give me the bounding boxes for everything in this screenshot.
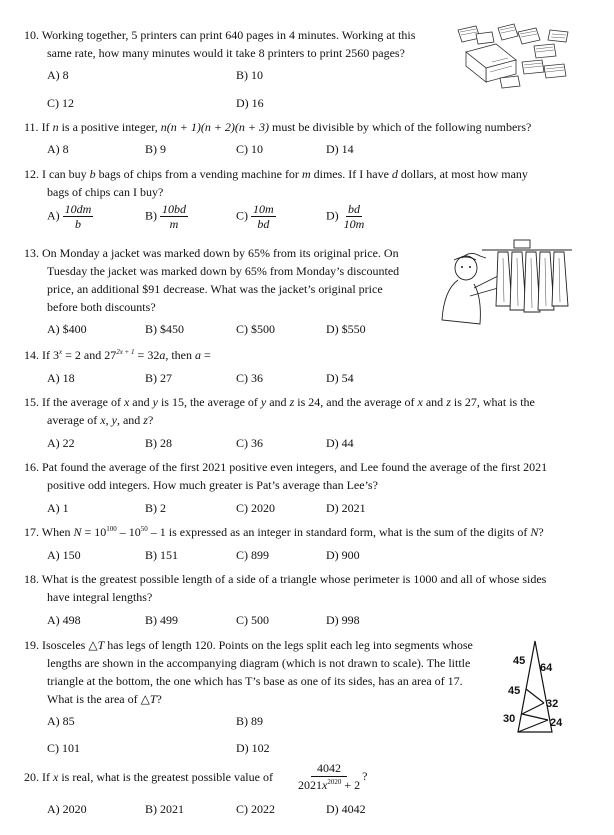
q17-option-a[interactable]: A) 150 — [47, 548, 81, 562]
q20-fraction: $\frac{4042}{2021x^{2020} + 2}$ ? — [298, 761, 368, 792]
question-11-text: 11. If n is a positive integer, n(n + 1)(n + 2)(n + 3) must be divisible by which of the following numbers? — [24, 120, 532, 134]
q14-option-a[interactable]: A) 18 — [47, 371, 75, 385]
q12-option-b[interactable]: B) $\frac{10bd}{m}$ — [145, 202, 186, 231]
q11-option-d[interactable]: D) 14 — [326, 142, 354, 156]
q18-option-d[interactable]: D) 998 — [326, 613, 360, 627]
fraction: $\frac{4042}{2021x^{2020} + 2}$ — [298, 761, 361, 792]
q11-option-b[interactable]: B) 9 — [145, 142, 166, 156]
diagram-label: 24 — [550, 717, 563, 729]
q17-option-d[interactable]: D) 900 — [326, 548, 360, 562]
question-20-text: 20. If x is real, what is the greatest possible value of — [24, 770, 273, 784]
fraction: $\frac{10m}{bd}$ — [253, 202, 274, 231]
q13-option-d[interactable]: D) $550 — [326, 322, 366, 336]
q20-option-b[interactable]: B) 2021 — [145, 802, 184, 816]
q18-option-c[interactable]: C) 500 — [236, 613, 269, 627]
q15-option-c[interactable]: C) 36 — [236, 436, 263, 450]
question-16-text-line1: 16. Pat found the average of the first 2021 positive even integers, and Lee found the average of the first 2021 — [24, 460, 548, 474]
diagram-label: 32 — [546, 698, 559, 710]
q15-option-d[interactable]: D) 44 — [326, 436, 354, 450]
printer-papers-illustration — [456, 22, 571, 90]
question-18-text-line2: have integral lengths? — [47, 590, 153, 604]
question-12-text-line1: 12. I can buy b bags of chips from a vending machine for m dimes. If I have d dollars, at most how many — [24, 167, 528, 181]
question-13-text-line1: 13. On Monday a jacket was marked down by 65% from its original price. On — [24, 246, 399, 260]
q12-option-d[interactable]: D) $\frac{bd}{10m}$ — [326, 202, 365, 231]
q20-option-c[interactable]: C) 2022 — [236, 802, 275, 816]
question-13-text-line3: price, an additional $91 decrease. What was the jacket’s original price — [47, 282, 383, 296]
question-13-text-line4: before both discounts? — [47, 300, 156, 314]
question-12-text-line2: bags of chips can I buy? — [47, 185, 164, 199]
q11-option-a[interactable]: A) 8 — [47, 142, 69, 156]
q18-option-a[interactable]: A) 498 — [47, 613, 81, 627]
q19-option-d[interactable]: D) 102 — [236, 741, 270, 755]
q17-option-c[interactable]: C) 899 — [236, 548, 269, 562]
question-19-text-line2: lengths are shown in the accompanying diagram (which is not drawn to scale). The little — [47, 656, 471, 670]
q13-option-b[interactable]: B) $450 — [145, 322, 184, 336]
q13-option-c[interactable]: C) $500 — [236, 322, 275, 336]
jacket-shopper-illustration — [440, 238, 575, 330]
question-15-text-line2: average of x, y, and z? — [47, 413, 154, 427]
fraction: $\frac{10dm}{b}$ — [64, 202, 92, 231]
q19-option-b[interactable]: B) 89 — [236, 714, 263, 728]
question-16-text-line2: positive odd integers. How much greater is Pat’s average than Lee’s? — [47, 478, 378, 492]
question-19-text-line4: What is the area of △T? — [47, 692, 162, 706]
q20-option-a[interactable]: A) 2020 — [47, 802, 87, 816]
q14-option-c[interactable]: C) 36 — [236, 371, 263, 385]
question-17-text: 17. When $N = 10^{100} - 10^{50} - 1$ is expressed as an integer in standard form, what is the sum of the digits of N? — [24, 525, 544, 539]
q20-option-d[interactable]: D) 4042 — [326, 802, 366, 816]
q10-option-b[interactable]: B) 10 — [236, 68, 263, 82]
q16-option-d[interactable]: D) 2021 — [326, 501, 366, 515]
question-18-text-line1: 18. What is the greatest possible length of a side of a triangle whose perimeter is 1000 and all of whose sides — [24, 572, 547, 586]
question-15-text-line1: 15. If the average of x and y is 15, the average of y and z is 24, and the average of x and z is 27, what is the — [24, 395, 535, 409]
q10-option-d[interactable]: D) 16 — [236, 96, 264, 110]
q13-option-a[interactable]: A) $400 — [47, 322, 87, 336]
fraction: $\frac{10bd}{m}$ — [162, 202, 186, 231]
q19-option-c[interactable]: C) 101 — [47, 741, 80, 755]
question-10-text-line1: 10. Working together, 5 printers can print 640 pages in 4 minutes. Working at this — [24, 28, 416, 42]
q17-option-b[interactable]: B) 151 — [145, 548, 178, 562]
q15-option-a[interactable]: A) 22 — [47, 436, 75, 450]
diagram-label: 30 — [503, 713, 516, 725]
question-14-text: 14. If $3^x = 2$ and $27^{2x + 1} = 32a$, then a = — [24, 348, 211, 362]
q12-option-c[interactable]: C) $\frac{10m}{bd}$ — [236, 202, 274, 231]
q16-option-a[interactable]: A) 1 — [47, 501, 69, 515]
question-19-text-line1: 19. Isosceles △T has legs of length 120. Points on the legs split each leg into segments whose — [24, 638, 473, 652]
q16-option-b[interactable]: B) 2 — [145, 501, 166, 515]
q19-option-a[interactable]: A) 85 — [47, 714, 75, 728]
q14-option-d[interactable]: D) 54 — [326, 371, 354, 385]
question-19-text-line3: triangle at the bottom, the one which has T’s base as one of its sides, has an area of 17. — [47, 674, 463, 688]
q18-option-b[interactable]: B) 499 — [145, 613, 178, 627]
question-13-text-line2: Tuesday the jacket was marked down by 65% from Monday’s discounted — [47, 264, 400, 278]
q15-option-b[interactable]: B) 28 — [145, 436, 172, 450]
q10-option-a[interactable]: A) 8 — [47, 68, 69, 82]
q11-option-c[interactable]: C) 10 — [236, 142, 263, 156]
q12-option-a[interactable]: A) $\frac{10dm}{b}$ — [47, 202, 92, 231]
fraction: $\frac{bd}{10m}$ — [343, 202, 365, 231]
diagram-label: 45 — [513, 655, 526, 667]
question-10-text-line2: same rate, how many minutes would it take 8 printers to print 2560 pages? — [47, 46, 405, 60]
q14-option-b[interactable]: B) 27 — [145, 371, 172, 385]
q16-option-c[interactable]: C) 2020 — [236, 501, 275, 515]
q10-option-c[interactable]: C) 12 — [47, 96, 74, 110]
diagram-label: 64 — [540, 662, 553, 674]
diagram-label: 45 — [508, 685, 521, 697]
